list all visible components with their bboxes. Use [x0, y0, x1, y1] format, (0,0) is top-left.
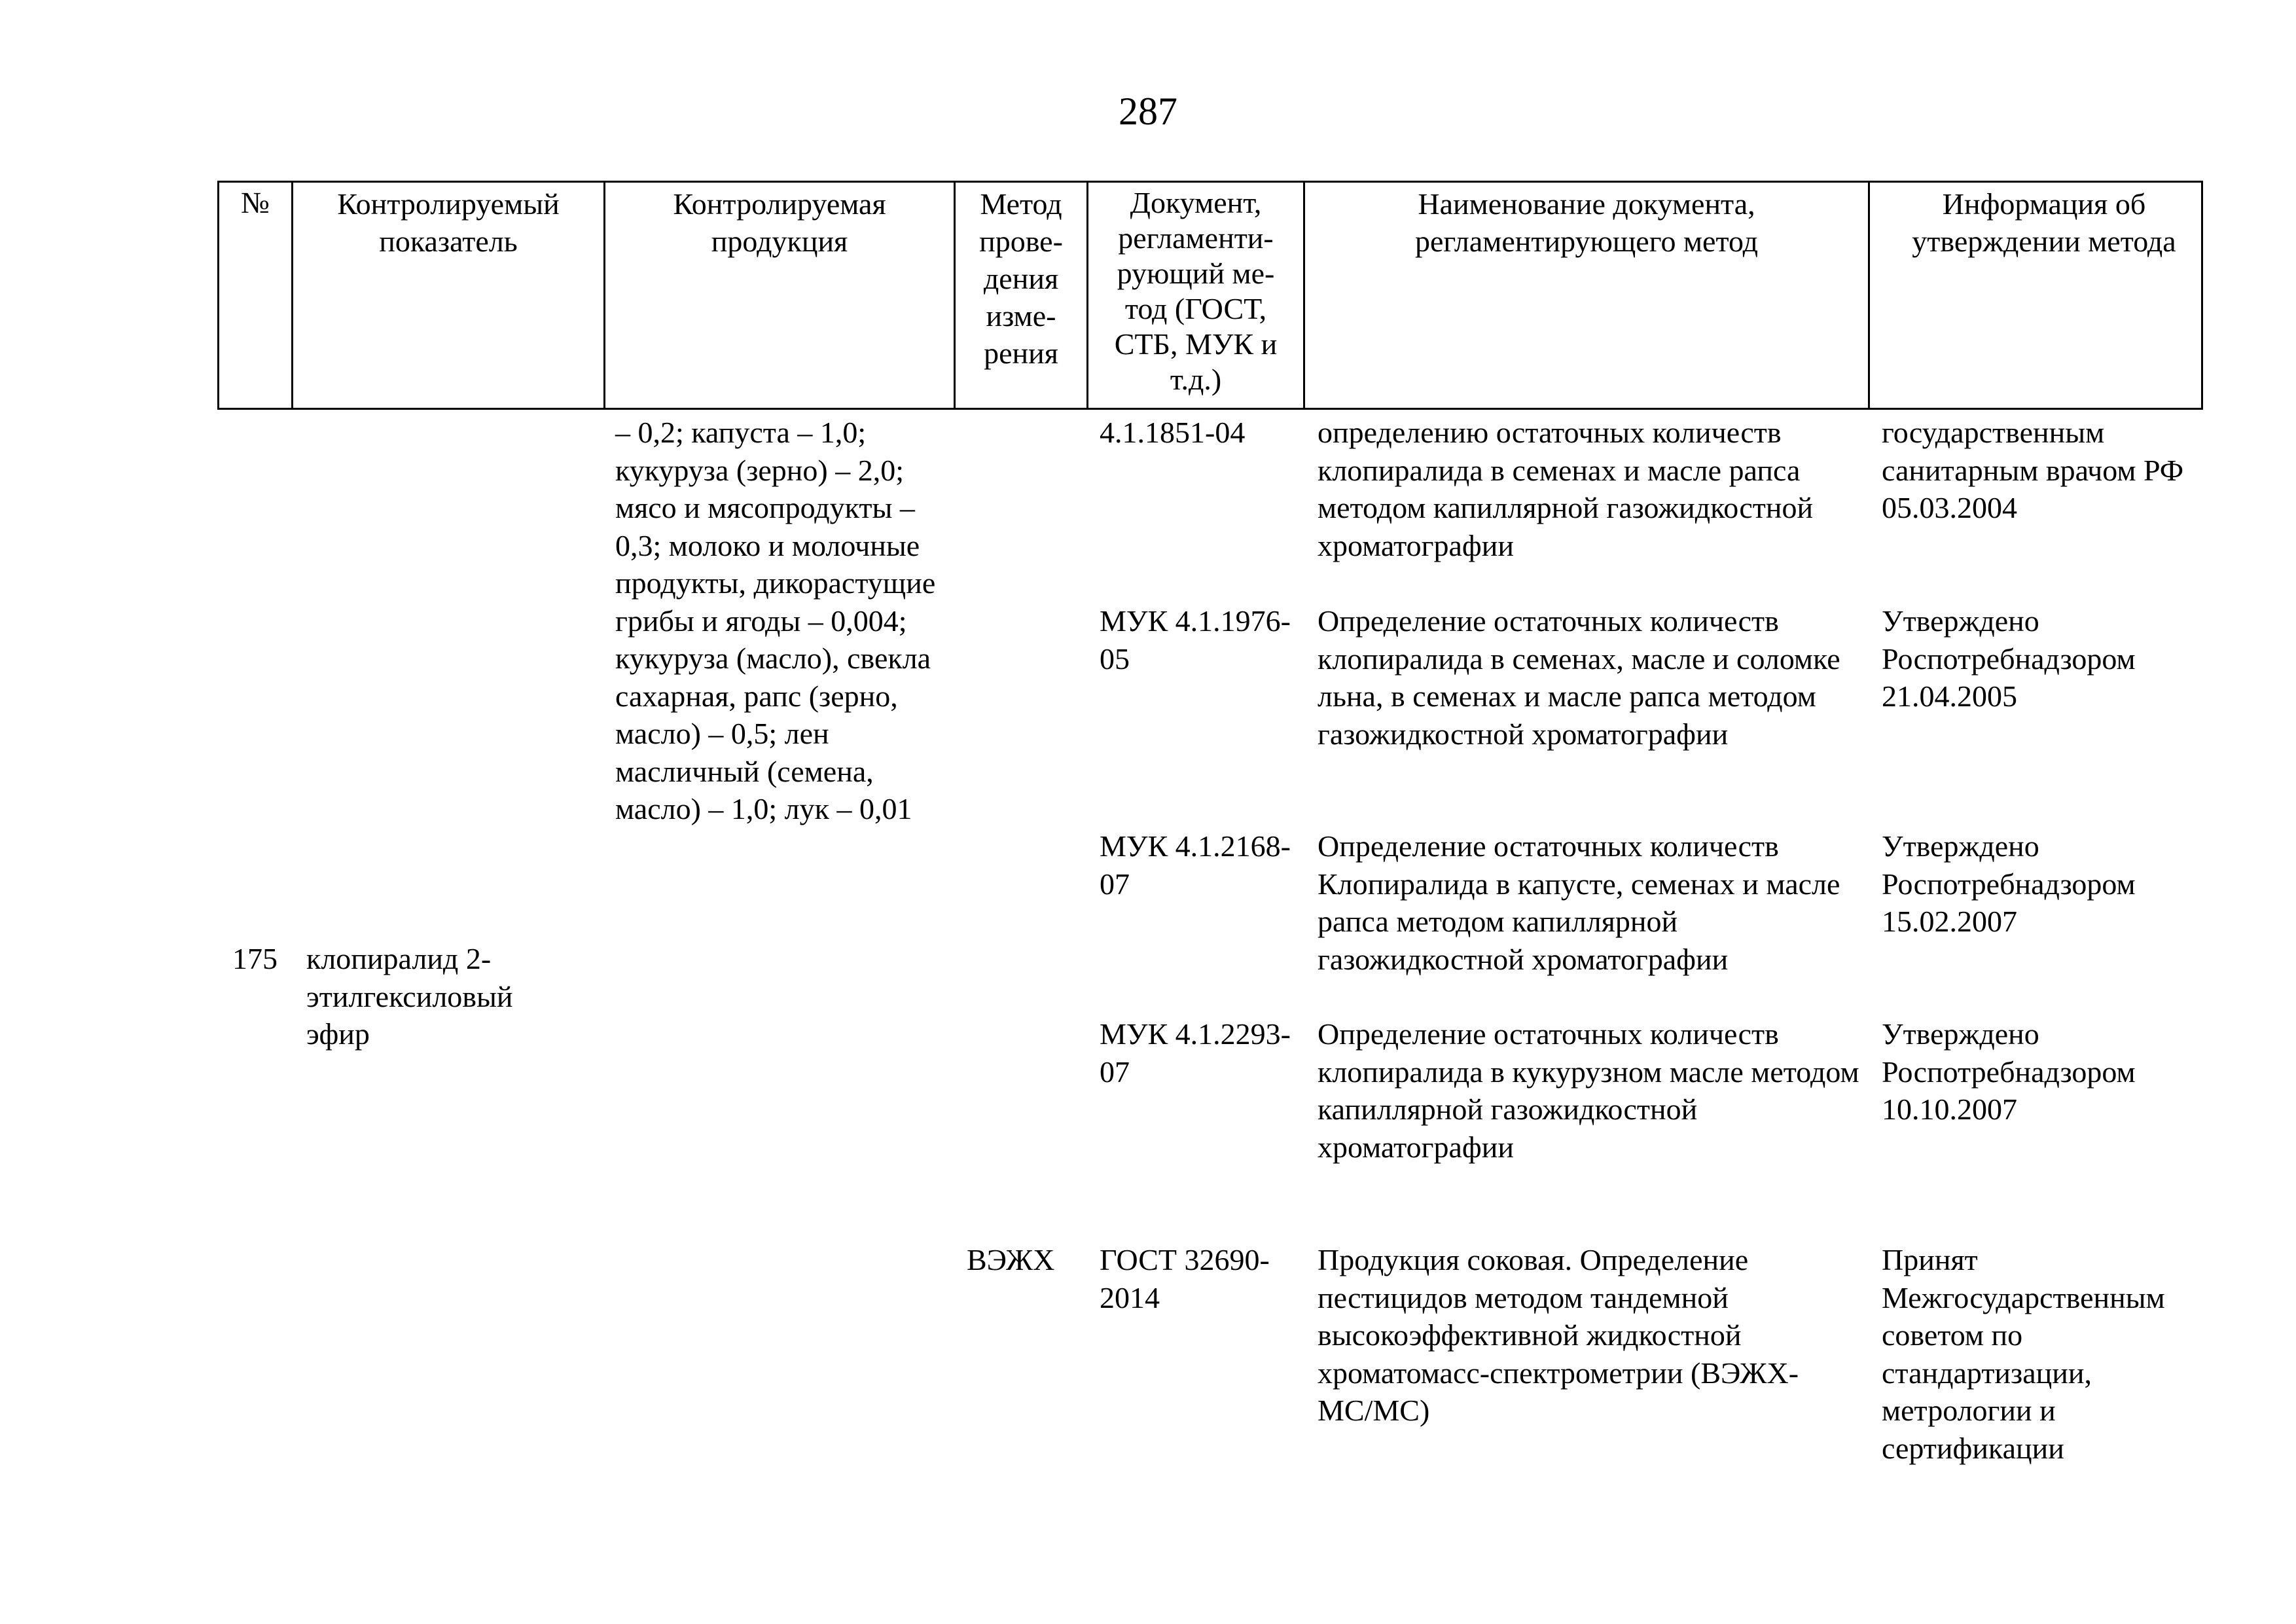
doc-name-2: Определение остаточных количеств клопиралида в семенах, масле и соломке льна, в семенах и масле рапса методом газожидкостной хроматографии: [1318, 604, 1840, 751]
table-header: [217, 181, 2203, 410]
doc-code-2: МУК 4.1.1976-05: [1100, 604, 1291, 676]
approval-1: государственным санитарным врачом РФ 05.03.2004: [1882, 416, 2184, 524]
header-product: Контролируемая продукция: [605, 183, 956, 408]
header-number: №: [219, 183, 293, 408]
doc-name-5: Продукция соковая. Определение пестицидов методом тандемной высокоэффективной жидкостной хроматомасс-спектрометрии (ВЭЖХ- МС/МС): [1318, 1243, 1799, 1427]
method-5: ВЭЖХ: [967, 1243, 1055, 1276]
header-method: Метод прове- дения изме- рения: [956, 183, 1088, 408]
doc-code-3: МУК 4.1.2168-07: [1100, 829, 1291, 901]
indicator-text: клопиралид 2- этилгексиловый эфир: [306, 942, 513, 1051]
approval-4: Утверждено Роспотребнадзором 10.10.2007: [1882, 1017, 2136, 1126]
doc-name-1: определению остаточных количеств клопиралида в семенах и масле рапса методом капиллярной газожидкостной хроматографии: [1318, 416, 1814, 562]
product-text: – 0,2; капуста – 1,0; кукуруза (зерно) – 2,0; мясо и мясопродукты – 0,3; молоко и молочные продукты, дикорастущие грибы и ягоды – 0,004; кукуруза (масло), свекла сахарная, рапс (зерно, масло) – 0,5; лен масличный (семена, масло) – 1,0; лук – 0,01: [615, 416, 936, 825]
doc-name-3: Определение остаточных количеств Клопиралида в капусте, семенах и масле рапса методом капиллярной газожидкостной хроматографии: [1318, 829, 1840, 976]
header-approval: Информация об утверждении метода: [1912, 187, 2176, 258]
approval-2: Утверждено Роспотребнадзором 21.04.2005: [1882, 604, 2136, 713]
header-document: Документ, регламенти- рующий ме- тод (ГОСТ, СТБ, МУК и т.д.): [1088, 183, 1305, 408]
approval-5: Принят Межгосударственным советом по стандартизации, метрологии и сертификации: [1882, 1243, 2165, 1465]
header-document-name: Наименование документа, регламентирующего метод: [1305, 183, 1870, 408]
row-number: 175: [232, 942, 278, 975]
doc-name-4: Определение остаточных количеств клопиралида в кукурузном масле методом капиллярной газожидкостной хроматографии: [1318, 1017, 1859, 1164]
doc-code-1: 4.1.1851-04: [1100, 416, 1246, 449]
page-number: 287: [1119, 90, 1177, 133]
doc-code-4: МУК 4.1.2293-07: [1100, 1017, 1291, 1089]
approval-3: Утверждено Роспотребнадзором 15.02.2007: [1882, 829, 2136, 938]
header-indicator: Контролируемый показатель: [293, 183, 605, 408]
doc-code-5: ГОСТ 32690-2014: [1100, 1243, 1270, 1314]
